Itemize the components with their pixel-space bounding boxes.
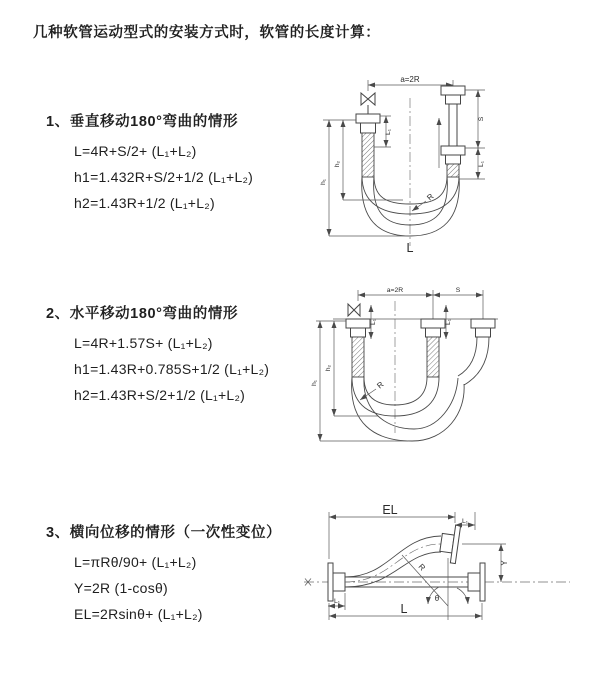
- section-2-formulas: [74, 330, 269, 408]
- formula-h2: h2=1.43R+1/2 (L₁+L₂): [74, 195, 215, 211]
- dim-end-right-label: L₁: [478, 160, 485, 168]
- radius-label: R: [416, 562, 428, 573]
- dim-end-mid-label: L₁: [445, 318, 452, 326]
- valve-icon: [348, 304, 360, 316]
- displaced-flange: [438, 524, 460, 564]
- formula-h2: h2=1.43R+S/2+1/2 (L₁+L₂): [74, 387, 246, 403]
- formula-h1: h1=1.43R+0.785S+1/2 (L₁+L₂): [74, 361, 270, 377]
- dim-width: [368, 75, 453, 91]
- diagram-horizontal-bend: [308, 283, 600, 465]
- page-title: 几种软管运动型式的安装方式时，软管的长度计算：: [33, 25, 381, 41]
- stroke-label: S: [478, 116, 485, 122]
- dim-width-label: a=2R: [386, 287, 404, 294]
- angle-label: θ: [434, 594, 440, 603]
- section-1-formulas: [74, 138, 253, 216]
- el-label: EL: [382, 503, 398, 517]
- dim-stroke: [459, 90, 485, 179]
- radius-label: R: [375, 379, 386, 391]
- dim-end-top-label: L₁: [461, 518, 469, 525]
- section-2-heading: 2、水平移动180°弯曲的情形: [46, 306, 239, 322]
- length-label: L: [400, 602, 408, 616]
- moving-end-flange-pos1: [421, 319, 445, 377]
- diagram-vertical-bend: [313, 72, 600, 264]
- formula-l: L=πRθ/90+ (L₁+L₂): [74, 554, 197, 570]
- dim-end-left-label: L₁: [370, 318, 377, 326]
- formula-y: Y=2R (1-cosθ): [74, 580, 168, 596]
- angle-construction: [402, 555, 468, 620]
- section-2: [46, 302, 269, 408]
- section-3-formulas: [74, 549, 281, 627]
- h2-label: h₂: [334, 160, 341, 168]
- dim-el: [329, 503, 455, 559]
- dim-width: [358, 287, 483, 319]
- displaced-hose: [345, 536, 441, 587]
- hose-bends: [352, 377, 465, 441]
- section-1: [46, 110, 253, 216]
- diagram-lateral-displacement: [298, 503, 598, 650]
- dim-width-label: a=2R: [400, 75, 420, 84]
- valve-icon: [361, 93, 375, 114]
- dim-stroke-label: S: [455, 287, 461, 294]
- h1-label: h₁: [320, 178, 327, 186]
- h1-label: h₁: [311, 379, 318, 387]
- h2-label: h₂: [325, 364, 332, 372]
- dim-end-left-label: L₁: [385, 128, 392, 136]
- formula-h1: h1=1.432R+S/2+1/2 (L₁+L₂): [74, 169, 254, 185]
- formula-el: EL=2Rsinθ+ (L₁+L₂): [74, 606, 203, 622]
- moving-end-flange-pos2: [458, 319, 495, 385]
- fixed-end-flange: [346, 319, 370, 377]
- formula-l: L=4R+1.57S+ (L₁+L₂): [74, 335, 213, 351]
- dim-end-mid: [445, 305, 452, 339]
- section-1-heading: 1、垂直移动180°弯曲的情形: [46, 114, 239, 130]
- dim-end-left-label: L₁: [333, 598, 341, 605]
- hose-bends: [362, 176, 460, 236]
- length-label: L: [406, 241, 414, 255]
- dim-radius: [412, 192, 436, 211]
- dim-end-left: [370, 305, 377, 339]
- moving-end-flange: [439, 86, 465, 177]
- section-3-heading: 3、横向位移的情形（一次性变位）: [46, 525, 282, 541]
- section-3: [46, 521, 281, 627]
- formula-l: L=4R+S/2+ (L₁+L₂): [74, 143, 197, 159]
- dim-length: [329, 602, 482, 620]
- offset-label: Y: [500, 560, 509, 566]
- left-flange: [328, 563, 345, 601]
- radius-label: R: [425, 191, 436, 203]
- fixed-end-flange: [356, 114, 380, 177]
